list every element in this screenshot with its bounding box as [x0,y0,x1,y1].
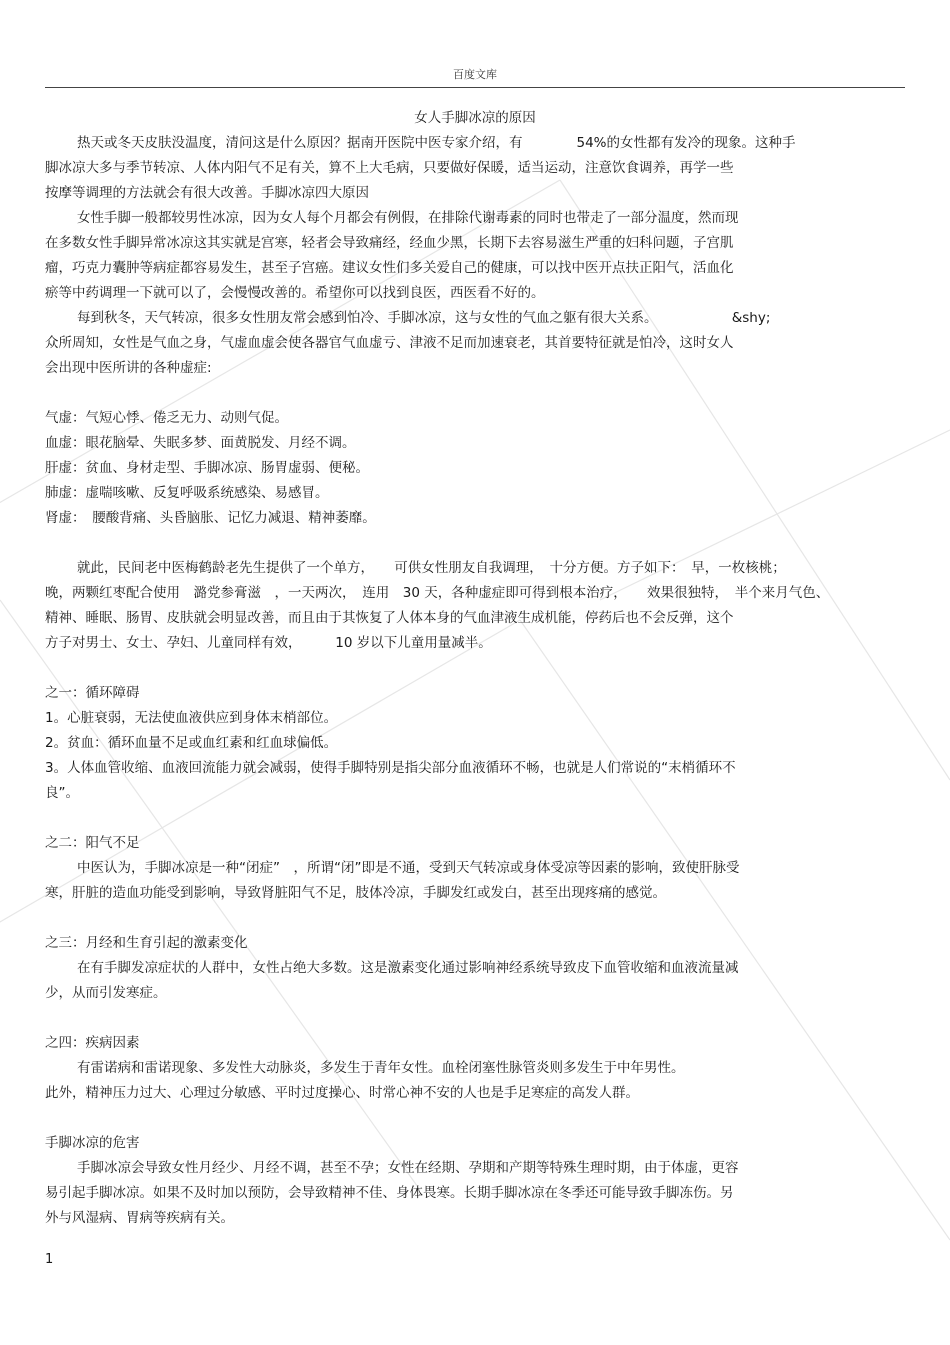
text-line: 就此，民间老中医梅鹤龄老先生提供了一个单方， 可供女性朋友自我调理， 十分方便。方子如下： 早，一枚核桃； [77,560,786,576]
text-line: 之四：疾病因素 [45,1035,140,1051]
blank-line [45,806,905,831]
text-line: 易引起手脚冰凉。如果不及时加以预防，会导致精神不佳、身体畏寒。长期手脚冰凉在冬季还可能导致手脚冻伤。另 [45,1185,734,1201]
text-line: 之二：阳气不足 [45,835,140,851]
text-line: 2。贫血：循环血量不足或血红素和红血球偏低。 [45,735,338,751]
text-line: 脚冰凉大多与季节转凉、人体内阳气不足有关，算不上大毛病，只要做好保暖，适当运动，注意饮食调养，再学一些 [45,160,734,176]
text-line: 肾虚： 腰酸背痛、头昏脑胀、记忆力减退、精神萎靡。 [45,510,376,526]
blank-line [45,531,905,556]
blank-line [45,1106,905,1131]
text-line: 女性手脚一般都较男性冰凉，因为女人每个月都会有例假，在排除代谢毒素的同时也带走了一部分温度，然而现 [77,210,739,226]
document-lines [45,131,905,1231]
header-divider [45,87,905,88]
text-line: 在有手脚发凉症状的人群中，女性占绝大多数。这是激素变化通过影响神经系统导致皮下血管收缩和血液流量减 [77,960,739,976]
text-line: 1。心脏衰弱，无法使血液供应到身体末梢部位。 [45,710,338,726]
blank-line [45,381,905,406]
text-line: 肺虚：虚喘咳嗽、反复呼吸系统感染、易感冒。 [45,485,329,501]
page-number: 1 [45,1252,54,1267]
text-line: 瘀等中药调理一下就可以了，会慢慢改善的。希望你可以找到良医，西医看不好的。 [45,285,545,301]
text-line: 寒，肝脏的造血功能受到影响，导致肾脏阳气不足，肢体冷凉，手脚发红或发白，甚至出现疼痛的感觉。 [45,885,666,901]
text-line: 瘤，巧克力囊肿等病症都容易发生，甚至子宫癌。建议女性们多关爱自己的健康，可以找中医开点扶正阳气，活血化 [45,260,734,276]
blank-line [45,906,905,931]
blank-line [45,1006,905,1031]
document-title: 女人手脚冰凉的原因 [414,110,536,126]
text-line: 气虚：气短心悸、倦乏无力、动则气促。 [45,410,288,426]
text-line: 外与风湿病、胃病等疾病有关。 [45,1210,234,1226]
text-line: 众所周知，女性是气血之身，气虚血虚会使各器官气血虚亏、津液不足而加速衰老，其首要特征就是怕冷，这时女人 [45,335,734,351]
document-body [45,108,905,1231]
text-line: 热天或冬天皮肤没温度，清问这是什么原因？据南开医院中医专家介绍，有 54%的女性都有发冷的现象。这种手 [77,135,796,151]
blank-line [45,656,905,681]
text-line: 方子对男士、女士、孕妇、儿童同样有效， 10 岁以下儿童用量减半。 [45,635,492,651]
text-line: 3。人体血管收缩、血液回流能力就会减弱，使得手脚特别是指尖部分血液循环不畅，也就是人们常说的“末梢循环不 [45,760,736,776]
text-line: 每到秋冬，天气转凉，很多女性朋友常会感到怕冷、手脚冰凉，这与女性的气血之躯有很大关系。 &shy; [77,310,771,326]
text-line: 在多数女性手脚异常冰凉这其实就是宫寒，轻者会导致痛经，经血少黑，长期下去容易滋生严重的妇科问题，子宫肌 [45,235,734,251]
text-line: 肝虚：贫血、身材走型、手脚冰凉、肠胃虚弱、便秘。 [45,460,369,476]
text-line: 少，从而引发寒症。 [45,985,167,1001]
text-line: 之三：月经和生育引起的激素变化 [45,935,248,951]
text-line: 血虚：眼花脑晕、失眠多梦、面黄脱发、月经不调。 [45,435,356,451]
text-line: 良”。 [45,785,79,801]
text-line: 精神、睡眠、肠胃、皮肤就会明显改善，而且由于其恢复了人体本身的气血津液生成机能，停药后也不会反弹，这个 [45,610,734,626]
text-line: 中医认为，手脚冰凉是一种“闭症” ，所谓“闭”即是不通，受到天气转凉或身体受凉等因素的影响，致使肝脉受 [77,860,740,876]
text-line: 手脚冰凉的危害 [45,1135,140,1151]
text-line: 按摩等调理的方法就会有很大改善。手脚冰凉四大原因 [45,185,369,201]
text-line: 之一：循环障碍 [45,685,140,701]
text-line: 有雷诺病和雷诺现象、多发性大动脉炎，多发生于青年女性。血栓闭塞性脉管炎则多发生于中年男性。 [77,1060,685,1076]
text-line: 晚，两颗红枣配合使用 潞党参膏滋 ，一天两次， 连用 30 天，各种虚症即可得到根本治疗， 效果很独特， 半个来月气色、 [45,585,830,601]
text-line: 会出现中医所讲的各种虚症: [45,360,212,376]
text-line: 此外，精神压力过大、心理过分敏感、平时过度操心、时常心神不安的人也是手足寒症的高发人群。 [45,1085,639,1101]
page-header: 百度文库 [453,68,497,81]
text-line: 手脚冰凉会导致女性月经少、月经不调，甚至不孕；女性在经期、孕期和产期等特殊生理时期，由于体虚，更容 [77,1160,739,1176]
